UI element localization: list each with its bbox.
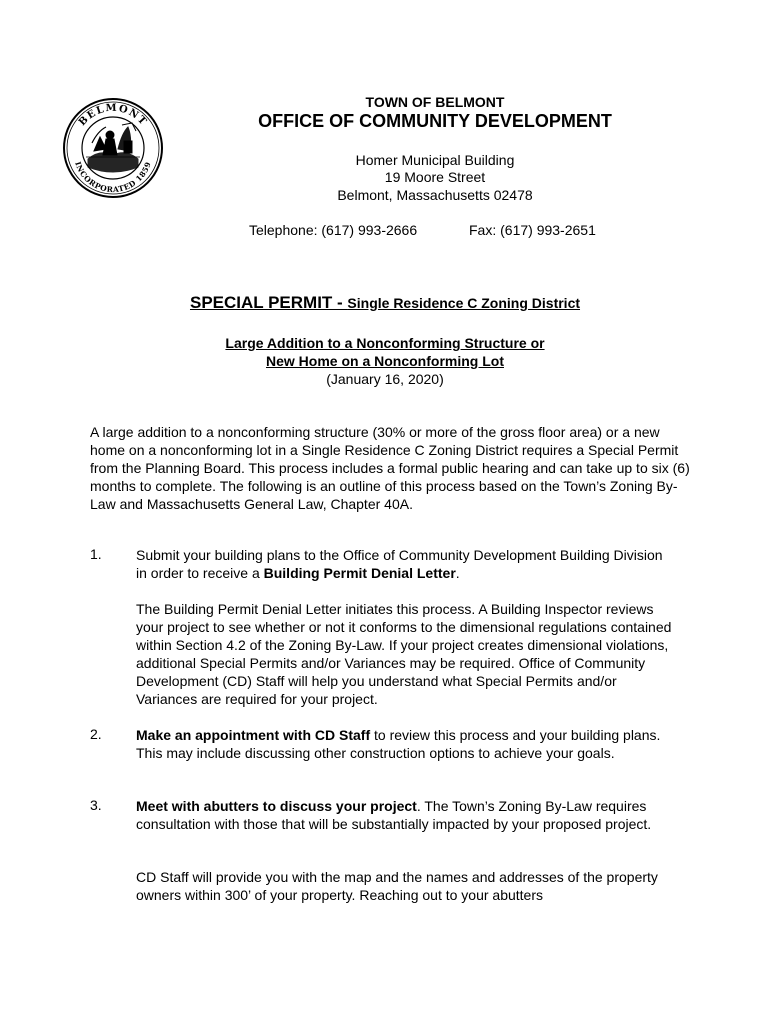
- item-1-bold: Building Permit Denial Letter: [263, 565, 456, 581]
- item-number-1: 1.: [90, 546, 102, 562]
- subtitle-line-1: Large Addition to a Nonconforming Structure or: [225, 335, 545, 351]
- street-address: 19 Moore Street: [384, 169, 486, 185]
- item-2-bold: Make an appointment with CD Staff: [136, 727, 371, 743]
- item-3-bold: Meet with abutters to discuss your project: [136, 798, 417, 814]
- building-name: Homer Municipal Building: [355, 152, 515, 168]
- office-name: OFFICE OF COMMUNITY DEVELOPMENT: [258, 111, 612, 131]
- subtitle-line-2: New Home on a Nonconforming Lot: [266, 353, 504, 369]
- document-date: (January 16, 2020): [326, 371, 444, 387]
- intro-paragraph: A large addition to a nonconforming structure (30% or more of the gross floor area) or a new home on a nonconforming lot in a Single Residence C Zoning District requires a Special Permit from the Planning Board. This process includes a formal public hearing and can take up to six (6) months to complete. The following is an outline of this process based on the Town’s Zoning By-Law and Massachusetts General Law, Chapter 40A.: [90, 424, 690, 512]
- telephone-number: Telephone: (617) 993-2666: [249, 222, 418, 238]
- svg-text:BELMONT: BELMONT: [76, 102, 150, 129]
- item-number-2: 2.: [90, 726, 102, 742]
- city-state-zip: Belmont, Massachusetts 02478: [337, 187, 533, 203]
- town-seal-logo: [62, 97, 164, 199]
- item-1-followup: The Building Permit Denial Letter initiates this process. A Building Inspector reviews your project to see whether or not it conforms to the dimensional regulations contained within Section 4.2 of the Zoning By-Law. If your project creates dimensional violations, additional Special Permits and/or Variances may be required. Office of Community Development (CD) Staff will help you understand what Special Permits and/or Variances are required for your project.: [136, 601, 672, 707]
- item-2-text: Make an appointment with CD Staff to review this process and your building plans. This may include discussing other construction options to achieve your goals.: [136, 727, 661, 761]
- title-district: Single Residence C Zoning District: [347, 295, 581, 311]
- document-title: [0, 293, 770, 313]
- svg-text:INCORPORATED 1859: INCORPORATED 1859: [73, 160, 153, 195]
- title-main: SPECIAL PERMIT -: [189, 293, 348, 312]
- town-name: TOWN OF BELMONT: [365, 94, 505, 110]
- item-3-text: Meet with abutters to discuss your project. The Town’s Zoning By-Law requires consultation with those that will be substantially impacted by your proposed project.: [136, 798, 652, 832]
- item-number-3: 3.: [90, 797, 102, 813]
- item-1-text: Submit your building plans to the Office of Community Development Building Division in order to receive a Building Permit Denial Letter.: [136, 547, 663, 581]
- item-3-followup: CD Staff will provide you with the map and the names and addresses of the property owners within 300’ of your property. Reaching out to your abutters: [136, 869, 658, 903]
- fax-number: Fax: (617) 993-2651: [469, 222, 596, 238]
